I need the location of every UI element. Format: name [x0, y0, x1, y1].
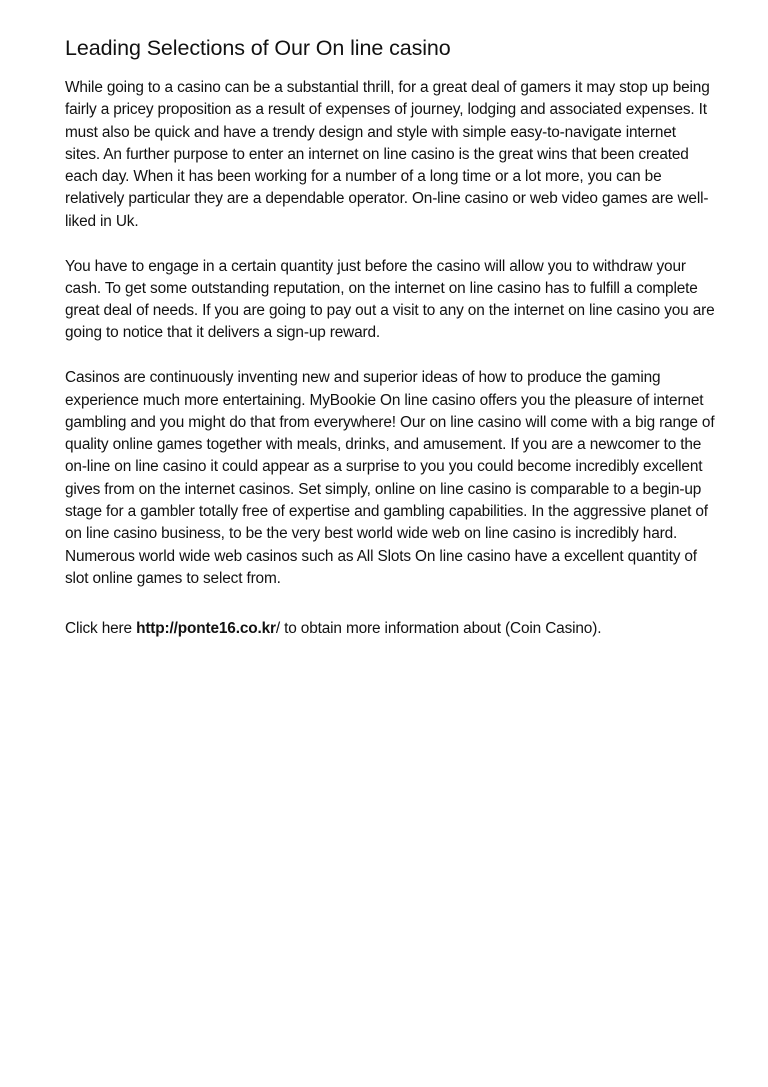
footer-line	[65, 618, 715, 640]
link-suffix: /	[275, 620, 281, 637]
document-page	[65, 33, 715, 613]
website-link[interactable]	[136, 620, 276, 637]
paragraph-2: You have to engage in a certain quantity just before the casino will allow you to withdraw your cash. To get some outstanding reputation, on the internet on line casino has to fulfill a complete great deal of needs. If you are going to pay out a visit to any on the internet on line casino you are going to notice that it delivers a sign-up reward.	[65, 257, 715, 342]
paragraph-1: While going to a casino can be a substantial thrill, for a great deal of gamers it may stop up being fairly a pricey proposition as a result of expenses of journey, lodging and associated expenses. It must also be quick and have a trendy design and style with simple easy-to-navigate internet sites. An further purpose to enter an internet on line casino is the great wins that been created each day. When it has been working for a number of a long time or a lot more, you can be relatively particular they are a dependable operator. On-line casino or web video games are well-liked in Uk.	[65, 79, 710, 230]
link-domain: ponte16.co.kr	[177, 620, 276, 637]
link-scheme: http://	[136, 620, 178, 637]
footer-prefix: Click here	[65, 620, 137, 637]
paragraph-3: Casinos are continuously inventing new and superior ideas of how to produce the gaming experience much more entertaining. MyBookie On line casino offers you the pleasure of internet gambling and you might do that from everywhere! Our on line casino will come with a big range of quality online games together with meals, drinks, and amusement. If you are a newcomer to the on-line on line casino it could appear as a surprise to you you could become incredibly excellent gives from on the internet casinos. Set simply, online on line casino is comparable to a begin-up stage for a gambler totally free of expertise and gambling capabilities. In the aggressive planet of on line casino business, to be the very best world wide web on line casino is incredibly hard. Numerous world wide web casinos such as All Slots On line casino have a excellent quantity of slot online games to select from.	[65, 369, 715, 587]
page-title: Leading Selections of Our On line casino	[65, 36, 451, 60]
footer-suffix: to obtain more information about (Coin Casino).	[280, 620, 602, 637]
